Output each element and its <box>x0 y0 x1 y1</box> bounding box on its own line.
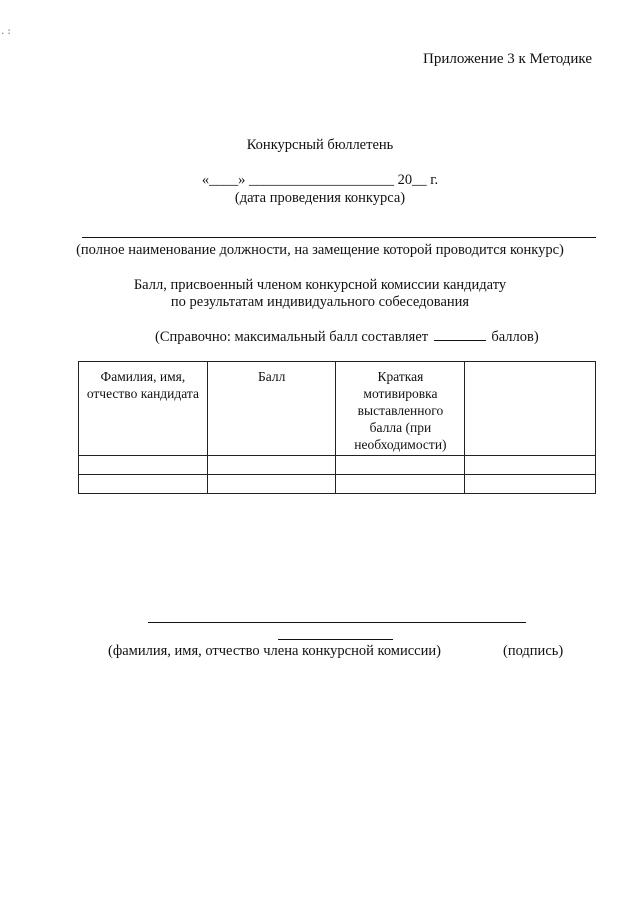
table-cell[interactable] <box>207 456 336 475</box>
scan-marks: .: <box>0 27 13 37</box>
table-cell[interactable] <box>336 475 465 494</box>
table-row <box>79 475 596 494</box>
table-cell[interactable] <box>336 456 465 475</box>
table-header-row <box>79 362 596 456</box>
score-heading-line2: по результатам индивидуального собеседования <box>170 294 470 310</box>
header-justification: Краткая мотивировка выставленного балла (при необходимости) <box>336 362 465 456</box>
table-cell[interactable] <box>207 475 336 494</box>
table-cell[interactable] <box>465 456 596 475</box>
signature-caption: (подпись) <box>503 643 564 659</box>
table-cell[interactable] <box>79 456 208 475</box>
document-title: Конкурсный бюллетень <box>246 137 394 153</box>
appendix-label: Приложение 3 к Методике <box>423 51 592 67</box>
signature-line <box>278 639 393 640</box>
score-heading-line1: Балл, присвоенный членом конкурсной комиссии кандидату <box>133 277 507 293</box>
header-score: Балл <box>207 362 336 456</box>
table-cell[interactable] <box>465 475 596 494</box>
reference-note-after: баллов) <box>491 329 539 345</box>
position-field-line <box>82 237 596 238</box>
position-caption: (полное наименование должности, на замещение которой проводится конкурс) <box>76 242 564 258</box>
header-candidate-name: Фамилия, имя, отчество кандидата <box>79 362 208 456</box>
score-table <box>78 361 596 494</box>
member-name-line <box>148 622 526 623</box>
table-cell[interactable] <box>79 475 208 494</box>
table-row <box>79 456 596 475</box>
header-extra <box>465 362 596 456</box>
max-score-blank <box>434 328 486 341</box>
date-caption: (дата проведения конкурса) <box>234 190 406 206</box>
member-name-caption: (фамилия, имя, отчество члена конкурсной комиссии) <box>108 643 441 659</box>
date-line: «____» ____________________ 20__ г. <box>201 172 439 188</box>
reference-note-before: (Справочно: максимальный балл составляет <box>155 329 429 345</box>
reference-note <box>155 328 539 346</box>
